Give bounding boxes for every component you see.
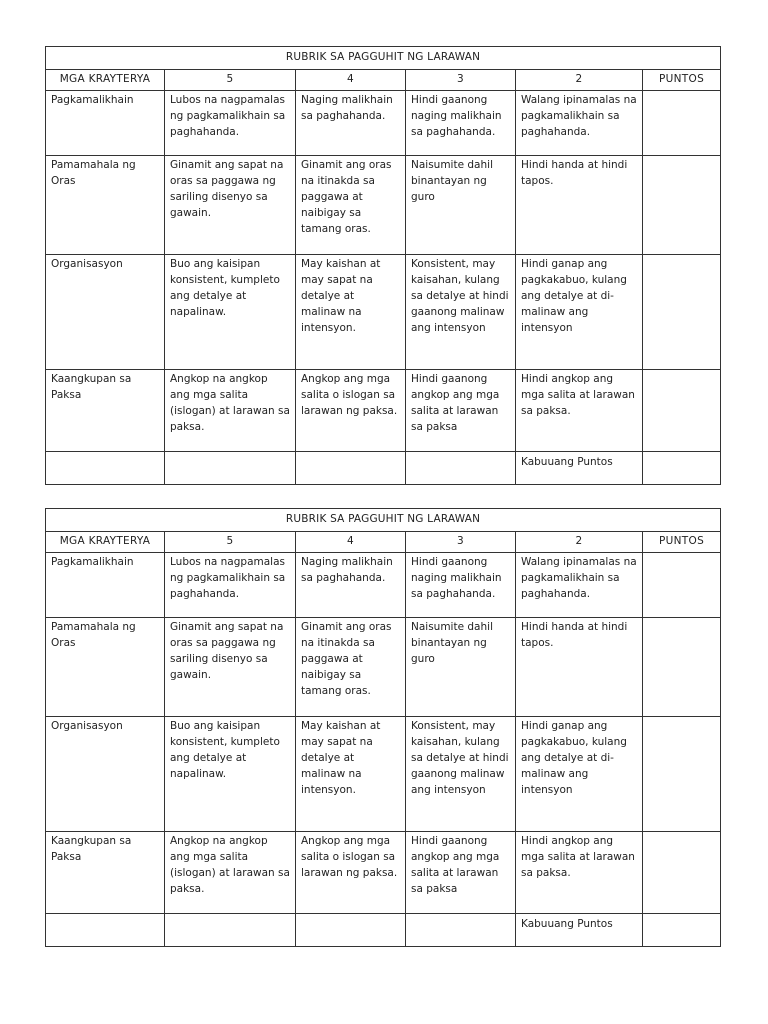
- criterion-label: Pagkamalikhain: [46, 553, 165, 618]
- empty-cell: [165, 914, 296, 947]
- title-row: [46, 509, 721, 532]
- header-score-5: 5: [165, 70, 296, 91]
- descriptor-cell: Naisumite dahil binantayan ng guro: [406, 156, 516, 255]
- criterion-label: Organisasyon: [46, 717, 165, 832]
- descriptor-cell: Hindi gaanong naging malikhain sa paghahanda.: [406, 91, 516, 156]
- descriptor-cell: Angkop na angkop ang mga salita (islogan) at larawan sa paksa.: [165, 832, 296, 914]
- total-label: Kabuuang Puntos: [516, 452, 643, 485]
- header-score-2: 2: [516, 70, 643, 91]
- descriptor-cell: Walang ipinamalas na pagkamalikhain sa paghahanda.: [516, 91, 643, 156]
- empty-cell: [46, 452, 165, 485]
- descriptor-cell: Naisumite dahil binantayan ng guro: [406, 618, 516, 717]
- descriptor-cell: Hindi angkop ang mga salita at larawan sa paksa.: [516, 832, 643, 914]
- descriptor-cell: Lubos na nagpamalas ng pagkamalikhain sa paghahanda.: [165, 553, 296, 618]
- points-cell[interactable]: [643, 91, 721, 156]
- table-row: [46, 156, 721, 255]
- criterion-label: Pamamahala ng Oras: [46, 156, 165, 255]
- header-score-3: 3: [406, 532, 516, 553]
- descriptor-cell: Ginamit ang sapat na oras sa paggawa ng sariling disenyo sa gawain.: [165, 156, 296, 255]
- empty-cell: [296, 452, 406, 485]
- total-points-cell[interactable]: [643, 452, 721, 485]
- header-criteria: MGA KRAYTERYA: [46, 532, 165, 553]
- descriptor-cell: Hindi handa at hindi tapos.: [516, 618, 643, 717]
- criterion-label: Organisasyon: [46, 255, 165, 370]
- table-row: [46, 553, 721, 618]
- descriptor-cell: Lubos na nagpamalas ng pagkamalikhain sa paghahanda.: [165, 91, 296, 156]
- descriptor-cell: May kaishan at may sapat na detalye at malinaw na intensyon.: [296, 717, 406, 832]
- descriptor-cell: May kaishan at may sapat na detalye at malinaw na intensyon.: [296, 255, 406, 370]
- header-score-4: 4: [296, 70, 406, 91]
- total-points-cell[interactable]: [643, 914, 721, 947]
- table-row: [46, 370, 721, 452]
- descriptor-cell: Hindi ganap ang pagkakabuo, kulang ang detalye at di-malinaw ang intensyon: [516, 255, 643, 370]
- criterion-label: Pagkamalikhain: [46, 91, 165, 156]
- descriptor-cell: Walang ipinamalas na pagkamalikhain sa paghahanda.: [516, 553, 643, 618]
- descriptor-cell: Hindi gaanong angkop ang mga salita at larawan sa paksa: [406, 370, 516, 452]
- points-cell[interactable]: [643, 717, 721, 832]
- descriptor-cell: Naging malikhain sa paghahanda.: [296, 553, 406, 618]
- title-row: [46, 47, 721, 70]
- empty-cell: [46, 914, 165, 947]
- descriptor-cell: Ginamit ang sapat na oras sa paggawa ng sariling disenyo sa gawain.: [165, 618, 296, 717]
- header-score-3: 3: [406, 70, 516, 91]
- descriptor-cell: Buo ang kaisipan konsistent, kumpleto ang detalye at napalinaw.: [165, 255, 296, 370]
- total-row: [46, 914, 721, 947]
- header-points: PUNTOS: [643, 70, 721, 91]
- points-cell[interactable]: [643, 255, 721, 370]
- points-cell[interactable]: [643, 553, 721, 618]
- rubric-table: [45, 508, 721, 947]
- descriptor-cell: Hindi gaanong naging malikhain sa paghahanda.: [406, 553, 516, 618]
- criterion-label: Kaangkupan sa Paksa: [46, 370, 165, 452]
- header-points: PUNTOS: [643, 532, 721, 553]
- descriptor-cell: Hindi handa at hindi tapos.: [516, 156, 643, 255]
- header-row: [46, 532, 721, 553]
- header-score-4: 4: [296, 532, 406, 553]
- header-row: [46, 70, 721, 91]
- descriptor-cell: Konsistent, may kaisahan, kulang sa detalye at hindi gaanong malinaw ang intensyon: [406, 255, 516, 370]
- table-row: [46, 618, 721, 717]
- criterion-label: Pamamahala ng Oras: [46, 618, 165, 717]
- descriptor-cell: Angkop na angkop ang mga salita (islogan) at larawan sa paksa.: [165, 370, 296, 452]
- table-row: [46, 832, 721, 914]
- empty-cell: [406, 452, 516, 485]
- rubric-table: [45, 46, 721, 485]
- table-row: [46, 717, 721, 832]
- descriptor-cell: Naging malikhain sa paghahanda.: [296, 91, 406, 156]
- total-label: Kabuuang Puntos: [516, 914, 643, 947]
- header-score-5: 5: [165, 532, 296, 553]
- descriptor-cell: Hindi ganap ang pagkakabuo, kulang ang detalye at di-malinaw ang intensyon: [516, 717, 643, 832]
- points-cell[interactable]: [643, 156, 721, 255]
- criterion-label: Kaangkupan sa Paksa: [46, 832, 165, 914]
- points-cell[interactable]: [643, 832, 721, 914]
- empty-cell: [406, 914, 516, 947]
- empty-cell: [165, 452, 296, 485]
- points-cell[interactable]: [643, 370, 721, 452]
- descriptor-cell: Buo ang kaisipan konsistent, kumpleto ang detalye at napalinaw.: [165, 717, 296, 832]
- descriptor-cell: Angkop ang mga salita o islogan sa larawan ng paksa.: [296, 832, 406, 914]
- rubric-title: RUBRIK SA PAGGUHIT NG LARAWAN: [46, 47, 721, 70]
- table-row: [46, 91, 721, 156]
- descriptor-cell: Angkop ang mga salita o islogan sa larawan ng paksa.: [296, 370, 406, 452]
- descriptor-cell: Hindi gaanong angkop ang mga salita at larawan sa paksa: [406, 832, 516, 914]
- descriptor-cell: Konsistent, may kaisahan, kulang sa detalye at hindi gaanong malinaw ang intensyon: [406, 717, 516, 832]
- descriptor-cell: Ginamit ang oras na itinakda sa paggawa at naibigay sa tamang oras.: [296, 156, 406, 255]
- descriptor-cell: Ginamit ang oras na itinakda sa paggawa at naibigay sa tamang oras.: [296, 618, 406, 717]
- descriptor-cell: Hindi angkop ang mga salita at larawan sa paksa.: [516, 370, 643, 452]
- header-score-2: 2: [516, 532, 643, 553]
- rubric-title: RUBRIK SA PAGGUHIT NG LARAWAN: [46, 509, 721, 532]
- total-row: [46, 452, 721, 485]
- header-criteria: MGA KRAYTERYA: [46, 70, 165, 91]
- points-cell[interactable]: [643, 618, 721, 717]
- empty-cell: [296, 914, 406, 947]
- table-row: [46, 255, 721, 370]
